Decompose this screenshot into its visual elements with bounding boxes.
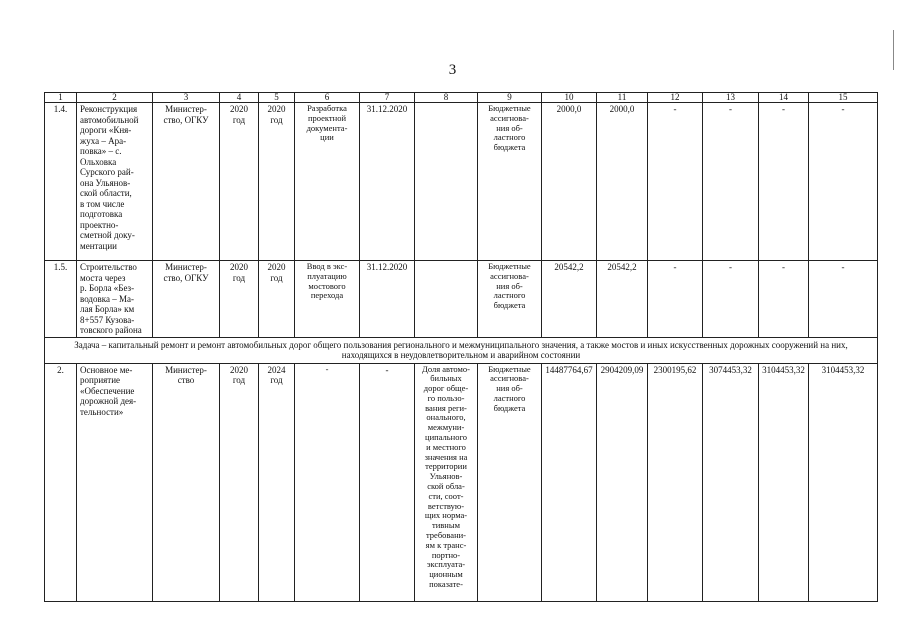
total-amount: 14487764,67 [542, 363, 597, 601]
col-number: 10 [542, 93, 597, 103]
col-number: 2 [77, 93, 153, 103]
table-row [45, 103, 878, 261]
indicator: Доля автомо- бильных дорог обще- го пользо- вания реги- онального, межмуни- ципального и местного значения на территории Ульянов- ской обла- сти, соот- ветствую- щих норма- тивным требовани- ям к транс- портно- эксплуата- ционным показате- [415, 363, 478, 601]
task-row [45, 337, 878, 363]
funding-source: Бюджетные ассигнова- ния об- ластного бюджета [478, 261, 542, 338]
start-year: 2020 год [220, 363, 259, 601]
funding-source: Бюджетные ассигнова- ния об- ластного бюджета [478, 103, 542, 261]
table-row [45, 261, 878, 338]
col-number: 7 [360, 93, 415, 103]
executor: Министер- ство, ОГКУ [153, 261, 220, 338]
amount-2024: 3104453,32 [809, 363, 878, 601]
amount-2022: 3074453,32 [703, 363, 759, 601]
start-year: 2020 год [220, 103, 259, 261]
indicator [415, 261, 478, 338]
row-number: 1.5. [45, 261, 77, 338]
amount-2023: - [759, 261, 809, 338]
amount-2024: - [809, 103, 878, 261]
table-row [45, 363, 878, 601]
program-table [44, 92, 878, 602]
col-number: 4 [220, 93, 259, 103]
measure-name: Строительство моста через р. Борла «Без- водовка – Ма- лая Борла» км 8+557 Кузова- товского района [77, 261, 153, 338]
scan-edge-mark [893, 30, 894, 70]
amount-2021: - [648, 103, 703, 261]
executor: Министер- ство [153, 363, 220, 601]
indicator [415, 103, 478, 261]
total-amount: 2000,0 [542, 103, 597, 261]
amount-2020: 20542,2 [597, 261, 648, 338]
col-number: 3 [153, 93, 220, 103]
expected-result: - [295, 363, 360, 601]
col-number: 9 [478, 93, 542, 103]
total-amount: 20542,2 [542, 261, 597, 338]
col-number: 14 [759, 93, 809, 103]
amount-2021: - [648, 261, 703, 338]
col-number: 5 [259, 93, 295, 103]
col-number: 11 [597, 93, 648, 103]
measure-name: Основное ме- роприятие «Обеспечение дорожной дея- тельности» [77, 363, 153, 601]
col-number: 1 [45, 93, 77, 103]
end-year: 2020 год [259, 261, 295, 338]
start-year: 2020 год [220, 261, 259, 338]
column-number-row [45, 93, 878, 103]
amount-2023: 3104453,32 [759, 363, 809, 601]
amount-2023: - [759, 103, 809, 261]
amount-2024: - [809, 261, 878, 338]
funding-source: Бюджетные ассигнова- ния об- ластного бюджета [478, 363, 542, 601]
page-number: 3 [448, 62, 457, 78]
row-number: 1.4. [45, 103, 77, 261]
executor: Министер- ство, ОГКУ [153, 103, 220, 261]
col-number: 12 [648, 93, 703, 103]
col-number: 8 [415, 93, 478, 103]
control-date: 31.12.2020 [360, 261, 415, 338]
amount-2021: 2300195,62 [648, 363, 703, 601]
task-description: Задача – капитальный ремонт и ремонт автомобильных дорог общего пользования регионального и межмуниципального значения, а также мостов и иных искусственных дорожных сооружений на них, находящихся в неудовлетворительном и аварийном состоянии [45, 337, 878, 363]
amount-2022: - [703, 261, 759, 338]
control-date: 31.12.2020 [360, 103, 415, 261]
col-number: 13 [703, 93, 759, 103]
row-number: 2. [45, 363, 77, 601]
measure-name: Реконструкция автомобильной дороги «Кня- жуха – Ара- повка» – с. Ольховка Сурского рай- она Ульянов- ской области, в том числе подготовка проектно- сметной доку- ментации [77, 103, 153, 261]
amount-2020: 2000,0 [597, 103, 648, 261]
col-number: 6 [295, 93, 360, 103]
amount-2020: 2904209,09 [597, 363, 648, 601]
control-date: - [360, 363, 415, 601]
amount-2022: - [703, 103, 759, 261]
end-year: 2024 год [259, 363, 295, 601]
col-number: 15 [809, 93, 878, 103]
expected-result: Ввод в экс- плуатацию мостового перехода [295, 261, 360, 338]
end-year: 2020 год [259, 103, 295, 261]
expected-result: Разработка проектной документа- ции [295, 103, 360, 261]
